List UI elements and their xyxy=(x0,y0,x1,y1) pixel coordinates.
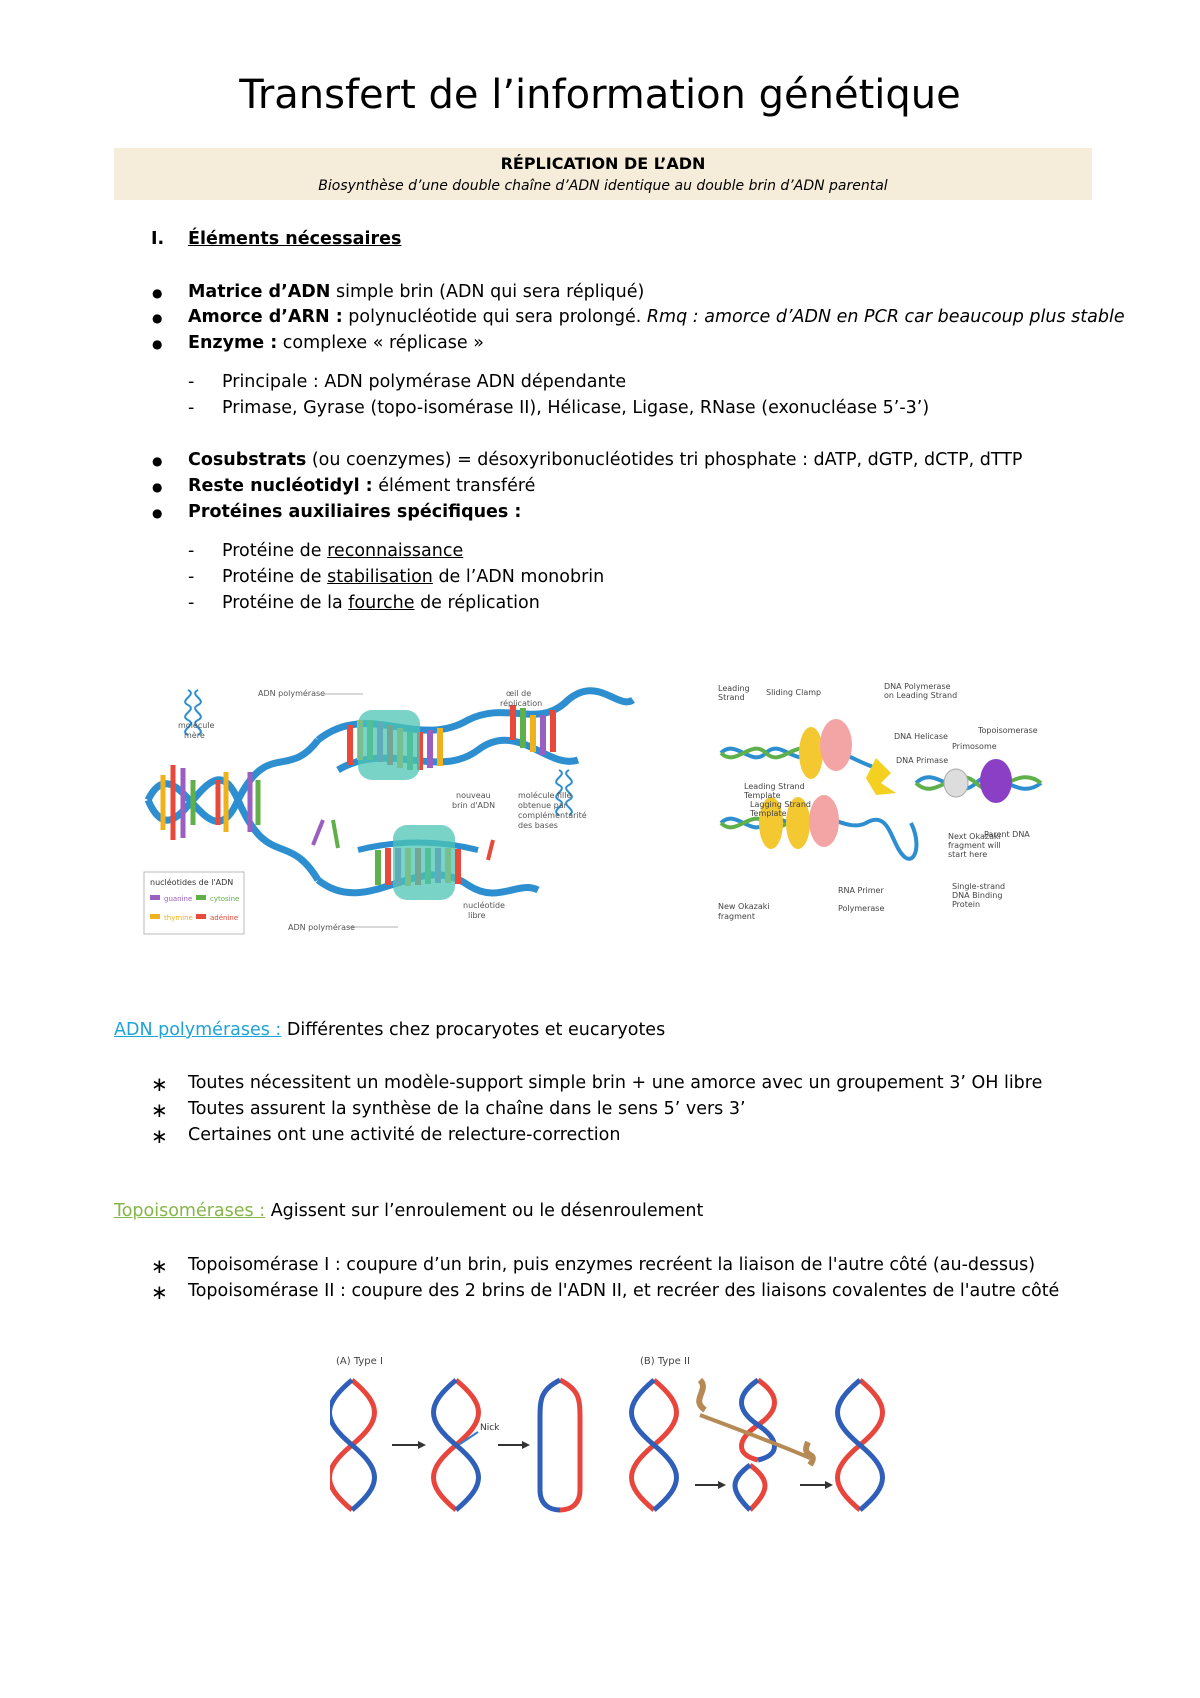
legend-thymine: thymine xyxy=(164,914,193,922)
label-primosome: Primosome xyxy=(952,742,997,751)
label-on-leading: on Leading Strand xyxy=(884,691,958,700)
label-leading-strand: Strand xyxy=(718,693,745,702)
label-rna-primer: RNA Primer xyxy=(838,886,884,895)
list-item: Amorce d’ARN : polynucléotide qui sera prolongé. Rmq : amorce d’ADN en PCR car beaucoup plus stable xyxy=(188,307,1125,327)
label-new-okazaki-2: fragment xyxy=(718,912,756,921)
label-pol-bottom: ADN polymérase xyxy=(288,923,356,932)
legend-adenine: adénine xyxy=(210,914,239,922)
label-lagging-template: Lagging Strand xyxy=(750,800,811,809)
replication-fork-figure-en xyxy=(716,683,1046,928)
list-item: Cosubstrats (ou coenzymes) = désoxyribonucléotides tri phosphate : dATP, dGTP, dCTP, dTTP xyxy=(188,450,1023,470)
label-type-b: (B) Type II xyxy=(640,1356,690,1367)
label-pol-top: ADN polymérase xyxy=(258,689,326,698)
dash-glyph: - xyxy=(188,593,195,613)
label-okazaki-2: fragment will xyxy=(948,841,1001,850)
label-polymerase: Polymerase xyxy=(838,904,885,913)
section-numeral: I. xyxy=(151,229,165,249)
label-fille-4: des bases xyxy=(518,821,558,830)
section-banner xyxy=(114,148,1092,200)
label-primase: DNA Primase xyxy=(896,756,949,765)
dash-glyph: - xyxy=(188,567,195,587)
label-leading-template-2: Template xyxy=(744,791,781,800)
label-ssb-2: DNA Binding xyxy=(952,891,1003,900)
list-item: Enzyme : complexe « réplicase » xyxy=(188,333,484,353)
enzyme-type2 xyxy=(699,1380,705,1410)
label-type-a: (A) Type I xyxy=(336,1356,383,1367)
topoisomerase-shape xyxy=(980,759,1012,803)
list-item: Protéine de la fourche de réplication xyxy=(222,593,540,613)
label-nouveau-brin: brin d'ADN xyxy=(452,801,496,810)
bullet-glyph: ● xyxy=(152,506,163,520)
star-glyph: ∗ xyxy=(151,1280,168,1304)
list-item: Protéine de reconnaissance xyxy=(222,541,464,561)
legend-cytosine: cytosine xyxy=(210,895,240,903)
list-item: Principale : ADN polymérase ADN dépendante xyxy=(222,372,627,392)
sliding-clamp-shape xyxy=(799,727,823,779)
label-fille-2: obtenue par xyxy=(518,801,567,810)
label-dna-polymerase: DNA Polymerase xyxy=(884,683,951,691)
nucleotide-legend xyxy=(144,872,244,934)
legend-title: nucléotides de l'ADN xyxy=(150,878,234,887)
star-glyph: ∗ xyxy=(151,1098,168,1122)
label-helicase: DNA Helicase xyxy=(894,732,948,741)
dash-glyph: - xyxy=(188,372,195,392)
label-nucleotide: nucléotide xyxy=(463,901,505,910)
label-molecule: molécule xyxy=(178,721,215,730)
polymerases-heading: ADN polymérases : Différentes chez procaryotes et eucaryotes xyxy=(114,1020,666,1040)
primosome-shape xyxy=(944,769,968,797)
topoisomerase-figure xyxy=(330,1350,930,1520)
helix-type1-a xyxy=(330,1380,375,1510)
bullet-glyph: ● xyxy=(152,311,163,325)
label-oeil: œil de xyxy=(506,689,532,698)
label-mere: mère xyxy=(184,731,205,740)
leading-strand xyxy=(721,748,876,768)
star-glyph: ∗ xyxy=(151,1124,168,1148)
banner-title: RÉPLICATION DE L’ADN xyxy=(500,154,706,173)
helix-type2-b xyxy=(735,1380,775,1510)
list-item: Protéine de stabilisation de l’ADN monobrin xyxy=(222,567,605,587)
label-new-okazaki: New Okazaki xyxy=(718,902,770,911)
label-lagging-template-2: Template xyxy=(750,809,787,818)
legend-guanine: guanine xyxy=(164,895,193,903)
list-item: Topoisomérase II : coupure des 2 brins de l'ADN II, et recréer des liaisons covalentes de l'autre côté xyxy=(188,1281,1060,1301)
label-nick: Nick xyxy=(480,1423,500,1433)
label-ssb-1: Single-strand xyxy=(952,882,1006,891)
dash-glyph: - xyxy=(188,541,195,561)
star-glyph: ∗ xyxy=(151,1254,168,1278)
label-libre: libre xyxy=(468,911,486,920)
list-item: Toutes nécessitent un modèle-support simple brin + une amorce avec un groupement 3’ OH libre xyxy=(188,1073,1043,1093)
label-fille-3: complémentarité xyxy=(518,811,587,820)
bullet-glyph: ● xyxy=(152,286,163,300)
helix-type1-b xyxy=(434,1380,479,1510)
helix-type2-a xyxy=(632,1380,677,1510)
replication-figure-fr xyxy=(138,680,638,940)
polymerase-top-shape xyxy=(358,710,420,780)
label-okazaki-1: Next Okazaki xyxy=(948,832,1001,841)
helix-type2-c xyxy=(838,1380,883,1510)
star-glyph: ∗ xyxy=(151,1072,168,1096)
list-item: Protéines auxiliaires spécifiques : xyxy=(188,502,522,522)
list-item: Toutes assurent la synthèse de la chaîne dans le sens 5’ vers 3’ xyxy=(188,1099,746,1119)
label-replication: réplication xyxy=(500,699,543,708)
dash-glyph: - xyxy=(188,398,195,418)
list-item: Topoisomérase I : coupure d’un brin, puis enzymes recréent la liaison de l'autre côté (au-dessus) xyxy=(188,1255,1036,1275)
helix-type1-relaxed xyxy=(540,1380,580,1510)
helicase-shape xyxy=(866,758,896,795)
label-leading: Leading xyxy=(718,684,750,693)
parent-dna xyxy=(916,777,1041,789)
section-heading: Éléments nécessaires xyxy=(188,229,402,249)
list-item: Certaines ont une activité de relecture-correction xyxy=(188,1125,621,1145)
polymerase-bottom-shape xyxy=(393,825,455,900)
list-item: Matrice d’ADN simple brin (ADN qui sera répliqué) xyxy=(188,282,645,302)
label-fille-1: molécule fille xyxy=(518,791,572,800)
page-title: Transfert de l’information génétique xyxy=(239,72,961,118)
list-item: Reste nucléotidyl : élément transféré xyxy=(188,476,536,496)
banner-subtitle: Biosynthèse d’une double chaîne d’ADN identique au double brin d’ADN parental xyxy=(318,178,888,194)
label-ssb-3: Protein xyxy=(952,900,981,909)
list-item: Primase, Gyrase (topo-isomérase II), Hélicase, Ligase, RNase (exonucléase 5’-3’) xyxy=(222,398,930,418)
label-leading-template: Leading Strand xyxy=(744,782,805,791)
label-parent-dna: Parent DNA xyxy=(984,830,1030,839)
label-okazaki-3: start here xyxy=(948,850,988,859)
topo-heading: Topoisomérases : Agissent sur l’enroulement ou le désenroulement xyxy=(114,1201,704,1221)
bullet-glyph: ● xyxy=(152,480,163,494)
lagging-polymerase-shape xyxy=(809,795,839,847)
label-sliding-clamp: Sliding Clamp xyxy=(766,688,822,697)
label-topoisomerase: Topoisomerase xyxy=(978,726,1038,735)
label-nouveau: nouveau xyxy=(456,791,491,800)
bullet-glyph: ● xyxy=(152,454,163,468)
bullet-glyph: ● xyxy=(152,337,163,351)
polymerase-leading-shape xyxy=(820,719,852,771)
